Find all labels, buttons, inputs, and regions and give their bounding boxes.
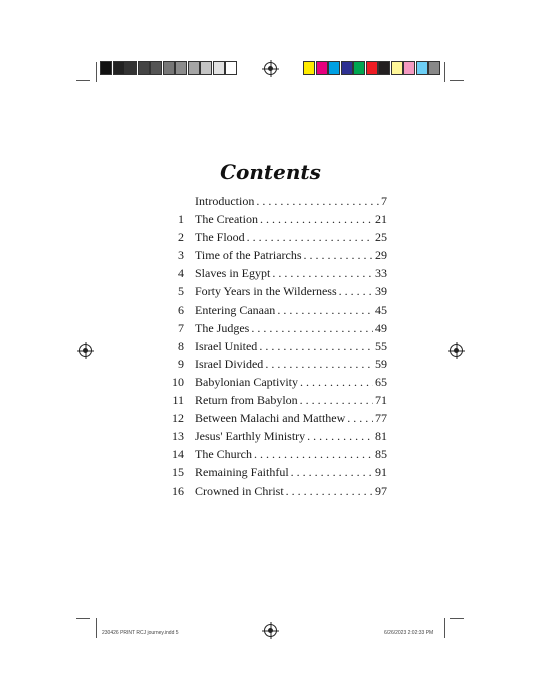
slug-file: 230426 PRINT RCJ journey.indd 5 [102,630,179,636]
color-swatch [403,61,415,75]
toc-line [195,212,387,227]
dot-leader [265,357,373,372]
color-swatch [125,61,137,75]
chapter-number: 11 [172,393,184,408]
chapter-title: Slaves in Egypt [195,266,271,281]
toc-entry [160,447,390,465]
page-number: 29 [375,248,387,263]
chapter-title: Between Malachi and Matthew [195,411,346,426]
dot-leader [272,266,373,281]
chapter-number: 4 [178,266,184,281]
chapter-title: Babylonian Captivity [195,374,298,389]
chapter-title: The Creation [195,212,258,227]
page-number: 65 [375,374,387,389]
dot-leader [254,447,373,462]
toc-line [195,266,387,281]
crop-mark [76,80,90,81]
chapter-number: 2 [178,230,184,245]
chapter-number: 3 [178,248,184,263]
toc-line [195,465,387,480]
toc-line [195,484,387,499]
registration-mark-icon [79,344,92,357]
chapter-number: 12 [172,411,184,426]
toc-entry [160,230,390,248]
toc-entry [160,194,390,212]
color-swatch [416,61,428,75]
color-bar [303,61,441,75]
crop-mark [76,618,90,619]
chapter-number: 9 [178,356,184,371]
color-swatch [213,61,225,75]
color-swatch [391,61,403,75]
color-swatch [100,61,112,75]
crop-mark [96,618,97,638]
toc-line [195,303,387,318]
color-swatch [428,61,440,75]
page-number: 7 [381,194,387,208]
page-number: 85 [375,447,387,462]
chapter-number: 15 [172,465,184,480]
chapter-number: 13 [172,429,184,444]
color-swatch [378,61,390,75]
color-swatch [200,61,212,75]
chapter-title: Jesus' Earthly Ministry [195,429,306,444]
toc-entry [160,266,390,284]
chapter-number: 5 [178,284,184,299]
registration-mark-icon [264,62,277,75]
registration-mark-icon [264,624,277,637]
table-of-contents [160,194,390,502]
page-number: 25 [375,230,387,245]
toc-line [195,248,387,263]
toc-line [195,447,387,462]
crop-mark [450,80,464,81]
page-number: 45 [375,302,387,317]
color-swatch [138,61,150,75]
toc-line [195,393,387,408]
chapter-number: 8 [178,338,184,353]
page-number: 77 [375,411,387,426]
chapter-title: The Judges [195,320,250,335]
crop-mark [444,62,445,82]
page-number: 49 [375,320,387,335]
color-swatch [113,61,125,75]
chapter-title: Remaining Faithful [195,465,289,480]
dot-leader [300,393,373,408]
page-number: 97 [375,483,387,498]
chapter-title: The Flood [195,230,245,245]
page-number: 91 [375,465,387,480]
color-swatch [328,61,340,75]
toc-entry [160,284,390,302]
page-number: 33 [375,266,387,281]
dot-leader [277,303,373,318]
color-swatch [303,61,315,75]
chapter-title: Israel United [195,338,258,353]
toc-entry [160,429,390,447]
registration-mark-icon [450,344,463,357]
toc-entry [160,357,390,375]
toc-entry [160,411,390,429]
color-swatch [341,61,353,75]
toc-entry [160,248,390,266]
color-swatch [225,61,237,75]
color-swatch [316,61,328,75]
chapter-number: 14 [172,447,184,462]
toc-entry [160,212,390,230]
page-title: Contents [220,160,321,184]
toc-line [195,375,387,390]
chapter-number: 16 [172,483,184,498]
color-swatch [188,61,200,75]
chapter-title: Israel Divided [195,356,264,371]
toc-line [195,321,387,336]
toc-line [195,284,387,299]
toc-line [195,339,387,354]
chapter-title: Return from Babylon [195,393,298,408]
grayscale-bar [100,61,238,75]
color-swatch [366,61,378,75]
dot-leader [256,194,379,209]
color-swatch [150,61,162,75]
color-swatch [163,61,175,75]
dot-leader [291,465,373,480]
dot-leader [347,411,373,426]
page-number: 21 [375,212,387,227]
color-swatch [175,61,187,75]
dot-leader [307,429,373,444]
chapter-title: Introduction [195,194,255,208]
crop-mark [444,618,445,638]
chapter-title: The Church [195,447,252,462]
chapter-number: 7 [178,320,184,335]
toc-line [195,230,387,245]
crop-mark [96,62,97,82]
slug-date: 6/26/2023 2:02:33 PM [384,630,434,636]
page-number: 39 [375,284,387,299]
chapter-title: Forty Years in the Wilderness [195,284,337,299]
dot-leader [286,484,373,499]
toc-entry [160,303,390,321]
toc-entry [160,321,390,339]
toc-line [195,357,387,372]
chapter-number: 6 [178,302,184,317]
chapter-number: 10 [172,374,184,389]
toc-entry [160,339,390,357]
toc-entry [160,393,390,411]
toc-line [195,194,387,209]
color-swatch [353,61,365,75]
page-number: 59 [375,356,387,371]
dot-leader [247,230,373,245]
chapter-title: Time of the Patriarchs [195,248,302,263]
dot-leader [300,375,373,390]
dot-leader [259,339,373,354]
toc-line [195,429,387,444]
toc-line [195,411,387,426]
page-number: 55 [375,338,387,353]
dot-leader [339,284,373,299]
chapter-number: 1 [178,212,184,227]
page-number: 71 [375,393,387,408]
toc-entry [160,375,390,393]
dot-leader [304,248,373,263]
dot-leader [251,321,373,336]
chapter-title: Entering Canaan [195,302,276,317]
crop-mark [450,618,464,619]
page-number: 81 [375,429,387,444]
toc-entry [160,484,390,502]
dot-leader [260,212,373,227]
toc-entry [160,465,390,483]
chapter-title: Crowned in Christ [195,483,284,498]
